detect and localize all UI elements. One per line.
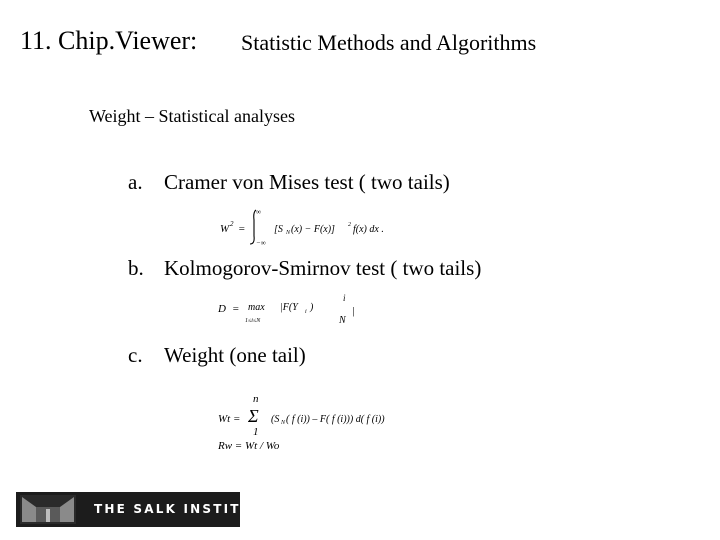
list-item-label: Weight (one tail) xyxy=(164,343,306,367)
slide-title-number: 11. Chip.Viewer: xyxy=(20,26,198,55)
cvm-body-sub: N xyxy=(286,230,291,236)
cvm-upper-limit: ∞ xyxy=(256,208,261,216)
ks-op: max xyxy=(248,302,265,313)
list-item-marker: c. xyxy=(128,343,143,367)
list-item-label: Kolmogorov-Smirnov test ( two tails) xyxy=(164,256,482,280)
weight-sum-upper: n xyxy=(253,393,259,405)
cvm-body-sup: 2 xyxy=(348,222,351,228)
cvm-eq: = xyxy=(238,223,246,235)
ks-lhs: D xyxy=(218,303,226,315)
list-item-kolmogorov-smirnov xyxy=(128,256,481,281)
formula-weight-graphic xyxy=(216,392,426,454)
cvm-body: [S xyxy=(274,224,283,235)
list-item-marker: b. xyxy=(128,256,144,280)
formula-kolmogorov-smirnov xyxy=(216,290,366,328)
ks-abs-bar: | xyxy=(352,305,356,317)
weight-body-rest: ( f (i)) – F( f (i))) d( f (i)) xyxy=(286,414,385,425)
list-item-cramer-von-mises xyxy=(128,170,450,195)
sigma-icon: Σ xyxy=(248,406,259,426)
list-item-weight xyxy=(128,343,306,368)
weight-sum-lower: 1 xyxy=(253,426,259,438)
weight-body: (S xyxy=(271,414,280,425)
section-subheading: Weight – Statistical analyses xyxy=(89,106,296,126)
cvm-lower-limit: −∞ xyxy=(256,239,266,247)
list-item-label: Cramer von Mises test ( two tails) xyxy=(164,170,450,194)
cvm-lhs-sup: 2 xyxy=(230,220,234,228)
list-item-marker: a. xyxy=(128,170,143,194)
cvm-body-rest: (x) − F(x)] xyxy=(291,224,335,235)
ks-frac-denominator: N xyxy=(339,315,346,326)
logo-text: THE SALK INSTITUTE xyxy=(94,502,274,516)
cvm-body-end: f(x) dx . xyxy=(353,224,384,235)
weight-body-sub: N xyxy=(281,420,286,426)
formula-cvm-graphic xyxy=(218,206,408,248)
slide-title-text: Statistic Methods and Algorithms xyxy=(241,30,537,55)
ks-eq: = xyxy=(232,303,240,315)
salk-logo-mark-icon xyxy=(20,495,76,524)
formula-cramer-von-mises xyxy=(218,206,408,248)
formula-weight xyxy=(216,392,426,454)
ks-body-sub: i xyxy=(305,309,307,315)
ks-op-sub: 1≤i≤N xyxy=(245,318,261,324)
weight-rw-formula: Rw = Wt / Wo xyxy=(218,440,280,452)
weight-lhs: Wt = xyxy=(218,413,241,425)
cvm-lhs: W xyxy=(220,223,230,235)
formula-ks-graphic xyxy=(216,290,366,328)
ks-body: |F(Y xyxy=(280,302,298,313)
salk-institute-logo xyxy=(16,492,274,527)
ks-frac-numerator: i xyxy=(343,293,346,303)
ks-body-rest: ) xyxy=(310,302,314,313)
